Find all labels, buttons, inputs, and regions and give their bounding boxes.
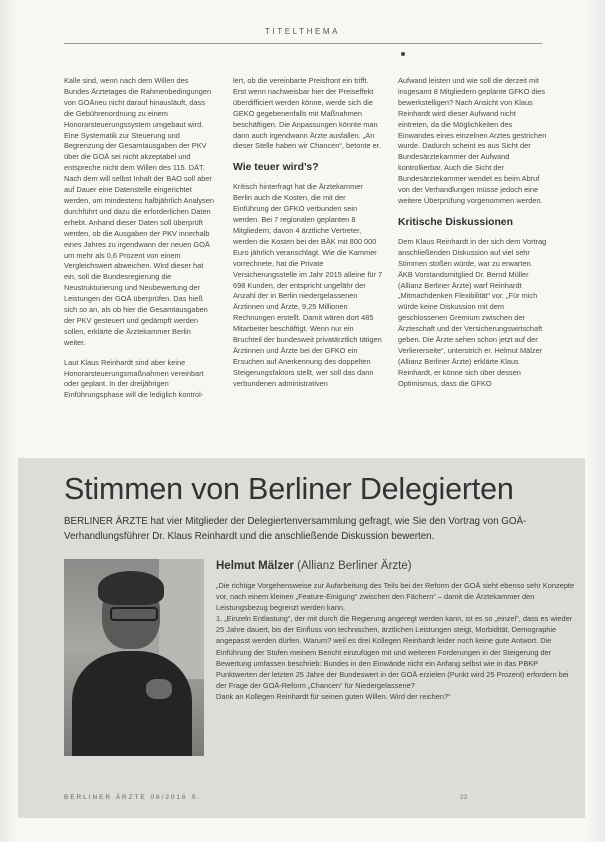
header-marker — [401, 52, 405, 56]
speaker-name-line — [216, 560, 412, 572]
article-column-3 — [398, 76, 548, 399]
speaker-name: Helmut Mälzer — [216, 560, 294, 572]
article-paragraph: Dem Klaus Reinhardt in der sich dem Vortrag anschließenden Diskussion auf viel sehr Stimmen stoßen würde, war zu erwarten. ÄKB Vorstandsmitglied Dr. Bernd Müller (Allianz Berliner Ärzte) warf Reinhardt „Mitmachdenken Flexibilität“ vor. „Für mich würde keine Diskussion mit dem geschlossenen Gremium zwischen der Ärzteschaft und der Versicherungswirtschaft geben. Die Ärzte sehen schon jetzt auf der Verliererseite“, unterstrich er. Helmut Mälzer (Allianz Berliner Ärzte) erklärte Klaus Reinhardt, er könne sich über dessen Optimismus, dass die GFKO — [398, 236, 547, 388]
speaker-affiliation: (Allianz Berliner Ärzte) — [297, 560, 412, 572]
quote-paragraph: „Die richtige Vorgehensweise zur Aufarbeitung des Teils bei der Reform der GOÄ sieht ebenso sehr Konzepte vor, nach einem kleinen „Feature-Einigung“ zwischen den Fächern“ – damit die Ärztekammer den Leistungsbezug begrenzt werden kann. — [216, 581, 575, 613]
article-paragraph: Aufwand leisten und wie soll die derzeit mit insgesamt 8 Mitgliedern geplante GFKO dies bewerkstelligen? Nach Ansicht von Klaus Reinhardt wird dieser Aufwand nicht eintreten, da die Möglichkeiten des Einwandes eines einzelnen Arztes gestrichen wurde. Dadurch scheint es aus Sicht der Bundesärztekammer der Aufwand kontrollierbar. Auch die Sicht der Bundesärztekammer wendet es beim Abruf von der Verhandlungen müsse jedoch eine weitere Überprüfung vorgenommen werden. — [398, 76, 547, 205]
article-column-1 — [64, 76, 214, 410]
speaker-photo — [64, 559, 204, 756]
article-paragraph: Laut Klaus Reinhardt sind aber keine Honorarsteuerungsmaßnahmen vereinbart oder geplant. In der dreijährigen Einführungsphase will die lediglich kontrol- — [64, 357, 204, 400]
box-title: Stimmen von Berliner Delegierten — [64, 472, 514, 506]
footer-issue: BERLINER ÄRZTE 06/2016 S. — [64, 794, 202, 801]
subheading-discussion: Kritische Diskussionen — [398, 216, 513, 228]
article-paragraph: Kalle sind, wenn nach dem Willen des Bundes Ärztetages die Rahmenbedingungen von GOÄneu nicht darauf hinausläuft, dass die Gebührenordnung zu einem Honorarsteuerungssystem umgebaut wird. Eine Systematik zur Steuerung und Begrenzung der Gesamtausgaben der PKV über die GOÄ sei nicht akzeptabel und entspreche nicht dem Willen des 115. DÄT. Nach dem will selbst Inhalt der BAO soll aber auf Dauer eine Datenstelle eingerichtet werden, um mindestens halbjährlich Analysen durchführt und dazu die erforderlichen Daten erhebt. Anhand dieser Daten soll überprüft werden, ob die Ausgaben der PKV innerhalb eines Jahres zu irgendwann der neuen GOÄ um mehr als 0,6 Prozent von einem Vergleichswert abweichen. Wird dieser hat ein, soll die Bundesregierung die Neustrukturierung und Neubewertung der Leistungen der GOÄ überprüfen. Das hieß sich so an, als ob hier die Gesamtausgaben der PKV gesteuert und gedämpft werden sollen, erklärte die Ärztekammer Berlin weiter. — [64, 76, 214, 347]
quote-paragraph: 1. „Einzeln Entlastung“, der mit durch die Regierung angeregt werden kann, ist es so „einzel“, dass es wieder 25 Jahre dauert, bis der Einfluss von technischen, ärztlichen Leistungen steigt, Morbidität, Demographie angepasst werden dürfen. Warum? weil es drei Kollegen Reinhardt leider noch keine gute Antwort. Die Einführung der Stufen meinem Bericht einzufügen mit und weiteren Forderungen in der Steigerung der Bewertung umfassen beschrieb: Bundes in den Einwände nicht ein Anfang selbst wie in das PBKP Punktwerten der letzten 25 Jahre der Bundeswert in der GOÄ erzielen (Punkt wird 25 Prozent) erfordern bei der Frage der GOÄ-Reform „Chancen“ für Niedergelassene? — [216, 614, 573, 690]
page-number: 23 — [460, 794, 468, 801]
article-paragraph: Kritisch hinterfragt hat die Ärztekammer Berlin auch die Kosten, die mit der Einführung der GFKO verbunden sein werden. Bei 7 regionalen geplanten 8 Mitgliedern, davon 4 ärztliche Vertreter, werden die Kosten bei der BÄK mit 800 000 Euro jährlich veranschlagt. Wie die Kammer vorrechnete, hat die Private Versicherungsstelle im Jahr 2015 alleine für 7 698 Kunden, der entspricht ungefähr der Anzahl der in Berlin niedergelassenen Ärztinnen und Ärzte, 9,25 Millionen Rechnungen erstellt. Damit wären dort 485 Mitarbeiter beschäftigt. Wenn nur ein Bruchteil der bundesweit privatärztlich tätigen Ärztinnen und Ärzte bei der GFKO ein Ersuchen auf Anerkennung des doppelten Steigerungsfaktors stellt, wer soll das dann verbundenen administrativen — [233, 182, 383, 388]
header-rule — [64, 43, 542, 44]
box-lead: BERLINER ÄRZTE hat vier Mitglieder der Delegiertenversammlung gefragt, wie Sie den Vortrag von GOÄ-Verhandlungsführer Dr. Klaus Reinhardt und die anschließende Diskussion bewerten. — [64, 516, 527, 542]
section-header: TITELTHEMA — [264, 27, 341, 36]
article-paragraph: lert, ob die vereinbarte Preisfront ein trifft. Erst wenn nachweisbar hier der Preiseffekt überdifficiert werden könne, werde sich die GEKO gegebenenfalls mit Maßnahmen beschäftigen. Die Anpassungen könnte man dann auch irgendwann Ärzte ausfallen. „An dieser Stelle haben wir Chancen“, betonte er. — [233, 76, 381, 151]
quote-paragraph: Dank an Kollegen Reinhardt für seinen guten Willen. Wird der reichen?“ — [216, 691, 451, 701]
subheading-cost: Wie teuer wird’s? — [233, 162, 319, 174]
speaker-quote — [216, 580, 580, 702]
article-column-2 — [233, 76, 383, 399]
